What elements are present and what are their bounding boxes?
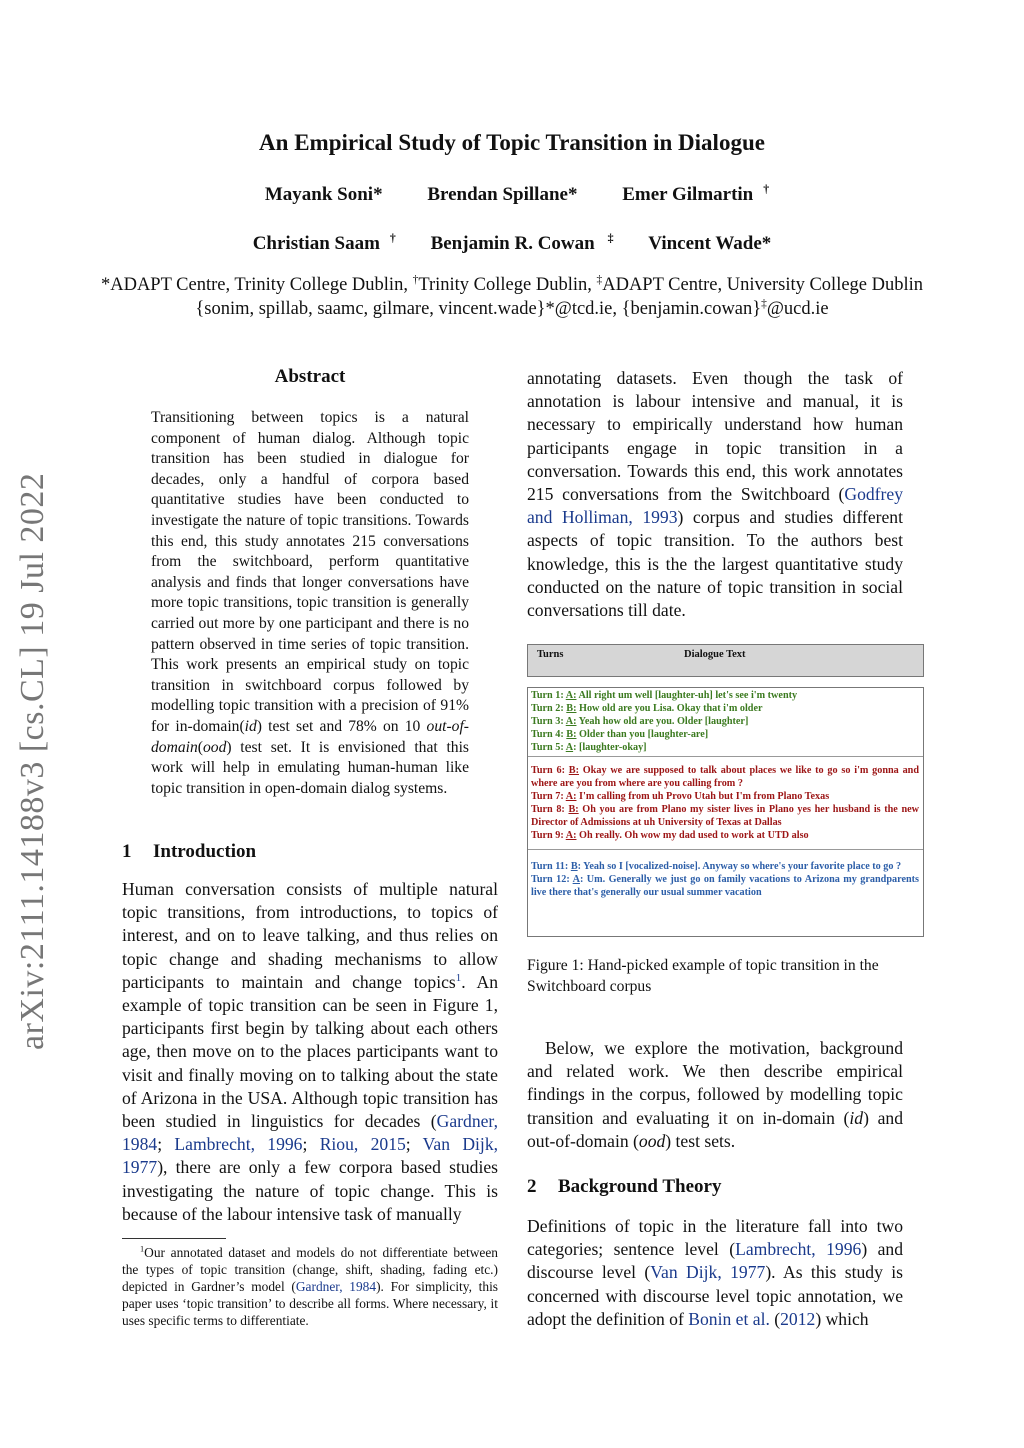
dialogue-turn: Turn 6: B: Okay we are supposed to talk about places we like to go so i'm gonna and where are you from where are you calling from ?: [531, 765, 919, 789]
dialogue-turn: Turn 12: A: Um. Generally we just go on family vacations to Arizona my grandparents live there that's generally our usual summer vacation: [531, 873, 919, 898]
intro-continued-text: annotating datasets. Even though the task of annotation is labour intensive and manual, it is necessary to empirically understand how human participants engage in topic transition in a conversation. Towards this end, this work annotates 215 conversations from the Switchboard (Godfrey and Holliman, 1993) corpus and studies different aspects of topic transition. To the authors best knowledge, this is the the largest quantitative study conducted on the nature of topic transition in social conversations till date.: [527, 368, 903, 621]
figure-1: [527, 644, 924, 936]
dialogue-turn: Turn 7: A: I'm calling from uh Provo Utah but I'm from Plano Texas: [531, 790, 830, 802]
citation-link[interactable]: Bonin et al.: [688, 1308, 770, 1329]
dialogue-turn: Turn 8: B: Oh you are from Plano my sister lives in Plano yes her husband is the new Director of Admissions at uh University of Texas at Dallas: [531, 803, 919, 828]
dialogue-group-3: [531, 861, 919, 900]
section-heading-introduction: 1 Introduction: [122, 841, 257, 862]
citation-link[interactable]: Van Dijk, 1977: [122, 1134, 499, 1178]
figure-table-body: [527, 687, 924, 937]
author-name: Christian Saam †: [252, 231, 396, 254]
footnote: $^1$Our annotated dataset and models do not differentiate between the types of topic transition (change, shift, shading, fading etc.) depicted in Gardner’s model (Gardner, 1984). For simplicity, this paper uses ‘topic transition’ to describe all forms. Where necessary, it uses specific terms to differentiate.: [122, 1244, 499, 1328]
paper-title: An Empirical Study of Topic Transition in Dialogue: [259, 130, 765, 155]
footnote-ref[interactable]: 1: [455, 971, 462, 984]
introduction-text: Human conversation consists of multiple natural topic transitions, from introductions, to topics of interest, and on to leave talking, and thus relies on topic change and shading mechanisms to allow participants to maintain and change topics$^1$. An example of topic transition can be seen in Figure 1, participants first begin by talking about each others age, then move on to the places participants want to visit and finally moving on to talking about the state of Arizona in the USA. Although topic transition has been studied in linguistics for decades (Gardner, 1984; Lambrecht, 1996; Riou, 2015; Van Dijk, 1977), there are only a few corpora based studies investigating the nature of topic change. This is because of the labour intensive task of manually: [122, 879, 499, 1224]
column-header-dialogue-text: Dialogue Text: [684, 649, 746, 660]
author-name: Mayank Soni*: [264, 184, 383, 205]
citation-link[interactable]: Gardner, 1984: [122, 1111, 498, 1155]
citation-link[interactable]: Lambrecht, 1996: [174, 1134, 303, 1155]
outline-paragraph: Below, we explore the motivation, background and related work. We then describe empirical findings in the corpus, followed by modelling topic transition and evaluating it on in-domain (id) and out-of-domain (ood) test sets.: [527, 1038, 903, 1151]
dialogue-turn: Turn 5: A: [laughter-okay]: [531, 741, 647, 753]
dialogue-turn: Turn 2: B: How old are you Lisa. Okay that i'm older: [531, 702, 763, 714]
dialogue-turn: Turn 9: A: Oh really. Oh wow my dad used to work at UTD also: [531, 829, 809, 841]
dialogue-turn: Turn 4: B: Older than you [laughter-are]: [531, 728, 709, 740]
dialogue-turn: Turn 1: A: All right um well [laughter-uh] let's see i'm twenty: [531, 690, 798, 701]
citation-link[interactable]: Lambrecht, 1996: [735, 1239, 862, 1260]
abstract-text: Transitioning between topics is a natural component of human dialog. Although topic transition has been studied in dialogue for decades, only a handful of corpora based quantitative studies have been conducted to investigate the nature of topic transitions. Towards this end, this study annotates 215 conversations from the switchboard, perform quantitative analysis and finds that longer conversations have more topic transitions, topic transition is generally carried out more by one participant and there is no pattern observed in time series of topic transition. This work presents an empirical study on topic transition in switchboard corpus followed by modelling topic transition with a precision of 91% for in-domain(id) test set and 78% on 10 out-of-domain(ood) test set. It is envisioned that this work will help in emulating human-human like topic transition in open-domain dialog systems.: [151, 409, 469, 797]
affiliations: *ADAPT Centre, Trinity College Dublin, †Trinity College Dublin, ‡ADAPT Centre, University College Dublin: [100, 273, 924, 295]
citation-link[interactable]: Riou, 2015: [319, 1134, 406, 1155]
background-text: Definitions of topic in the literature fall into two categories; sentence level (Lambrecht, 1996) and discourse level (Van Dijk, 1977). As this study is concerned with discourse level topic annotation, we adopt the definition of Bonin et al. (2012) which: [527, 1216, 904, 1329]
authors-row-1: [0, 184, 1024, 206]
figure-1-caption: Figure 1: Hand-picked example of topic transition in the Switchboard corpus: [527, 957, 879, 995]
author-name: Vincent Wade*: [648, 233, 772, 254]
figure-table-header: [527, 644, 924, 677]
column-header-turns: Turns: [537, 649, 564, 660]
authors-row-2: [0, 233, 1024, 255]
dialogue-turn: Turn 3: A: Yeah how old are you. Older [laughter]: [531, 715, 749, 727]
author-name: Benjamin R. Cowan ‡: [430, 231, 614, 254]
footnote-rule: [122, 1238, 226, 1239]
citation-link[interactable]: 2012: [780, 1308, 816, 1329]
citation-link[interactable]: Godfrey and Holliman, 1993: [527, 484, 903, 528]
group-divider: [528, 756, 923, 757]
dialogue-group-2: [531, 765, 919, 842]
section-heading-background-theory: 2 Background Theory: [527, 1176, 722, 1197]
author-name: Emer Gilmartin †: [622, 182, 770, 205]
arxiv-stamp: arXiv:2111.14188v3 [cs.CL] 19 Jul 2022: [14, 472, 51, 1050]
author-emails: {sonim, spillab, saamc, gilmare, vincent.wade}*@tcd.ie, {benjamin.cowan}‡@ucd.ie: [195, 297, 829, 319]
citation-link[interactable]: Gardner, 1984: [295, 1279, 377, 1294]
abstract-heading: Abstract: [274, 366, 346, 387]
dialogue-turn: Turn 11: B: Yeah so I [vocalized-noise]. Anyway so where's your favorite place to go ?: [531, 861, 902, 872]
dialogue-group-1: [531, 690, 919, 755]
citation-link[interactable]: Van Dijk, 1977: [650, 1262, 766, 1283]
author-name: Brendan Spillane*: [427, 184, 578, 205]
group-divider: [528, 849, 923, 850]
